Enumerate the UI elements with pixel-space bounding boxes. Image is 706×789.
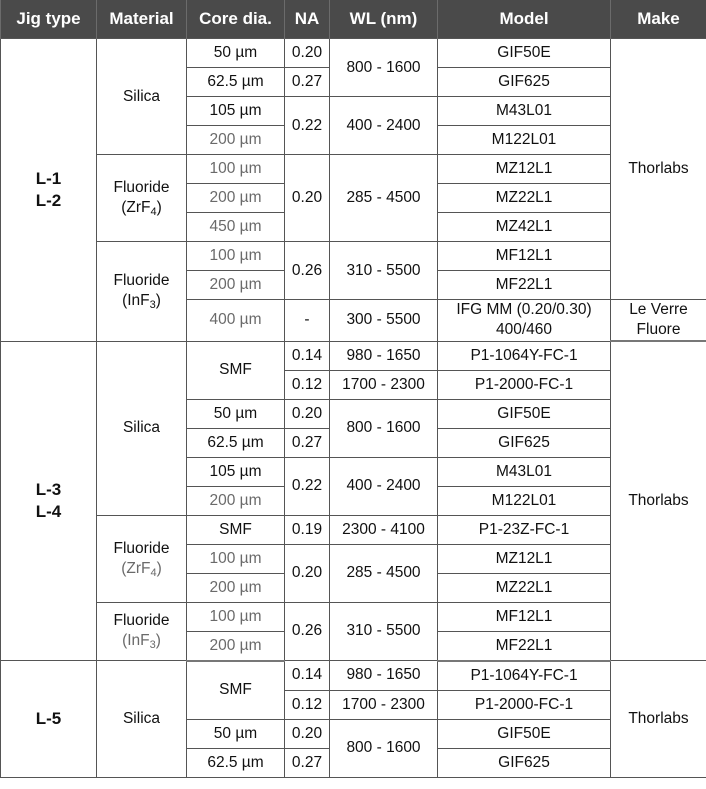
material-cell — [97, 155, 187, 242]
core-cell: 62.5 µm — [187, 68, 285, 97]
model-cell: P1-1064Y-FC-1 — [438, 661, 611, 691]
jig-label: L-1 — [35, 168, 62, 188]
model-cell: GIF625 — [438, 748, 611, 777]
core-cell: 50 µm — [187, 719, 285, 748]
core-cell: 200 µm — [187, 486, 285, 515]
wl-cell: 980 - 1650 — [330, 341, 438, 370]
na-cell: 0.27 — [285, 428, 330, 457]
core-cell: 200 µm — [187, 631, 285, 661]
core-cell: SMF — [187, 661, 285, 720]
na-cell: 0.20 — [285, 544, 330, 602]
wl-cell: 800 - 1600 — [330, 719, 438, 777]
wl-cell: 310 - 5500 — [330, 602, 438, 661]
table-row — [1, 515, 706, 544]
material-formula: (InF$_3$) — [122, 292, 161, 312]
core-cell: SMF — [187, 341, 285, 399]
model-cell: P1-2000-FC-1 — [438, 690, 611, 719]
core-cell: 62.5 µm — [187, 428, 285, 457]
na-cell: 0.20 — [285, 155, 330, 242]
na-cell: 0.12 — [285, 370, 330, 399]
wl-cell: 285 - 4500 — [330, 544, 438, 602]
jig-label: L-3 — [35, 479, 62, 499]
model-cell: M122L01 — [438, 486, 611, 515]
wl-cell: 800 - 1600 — [330, 399, 438, 457]
na-cell: 0.19 — [285, 515, 330, 544]
wl-cell: 400 - 2400 — [330, 97, 438, 155]
wl-cell: 400 - 2400 — [330, 457, 438, 515]
model-cell: P1-1064Y-FC-1 — [438, 341, 611, 370]
model-cell: MZ22L1 — [438, 573, 611, 602]
core-cell: 105 µm — [187, 97, 285, 126]
jig-label: L-4 — [35, 501, 62, 521]
material-formula: (InF$_3$) — [122, 632, 161, 652]
core-cell: 100 µm — [187, 242, 285, 271]
na-cell: 0.26 — [285, 242, 330, 300]
na-cell: 0.27 — [285, 748, 330, 777]
core-cell: 50 µm — [187, 399, 285, 428]
material-label: Fluoride — [113, 539, 170, 557]
model-cell: M43L01 — [438, 457, 611, 486]
material-label: Fluoride — [113, 179, 170, 196]
core-cell: 200 µm — [187, 184, 285, 213]
wl-cell: 1700 - 2300 — [330, 690, 438, 719]
material-formula: (ZrF$_4$) — [121, 199, 162, 218]
wl-cell: 980 - 1650 — [330, 661, 438, 691]
table-row — [1, 661, 706, 691]
wl-cell: 2300 - 4100 — [330, 515, 438, 544]
wl-cell: 310 - 5500 — [330, 242, 438, 300]
core-cell: 100 µm — [187, 544, 285, 573]
model-cell: MF22L1 — [438, 631, 611, 661]
jig-label: L-5 — [35, 708, 62, 728]
make-cell — [611, 300, 706, 342]
material-cell — [97, 602, 187, 661]
model-cell: P1-2000-FC-1 — [438, 370, 611, 399]
na-cell: 0.12 — [285, 690, 330, 719]
model-cell: MZ42L1 — [438, 213, 611, 242]
na-cell: 0.20 — [285, 399, 330, 428]
model-label: 400/460 — [495, 321, 553, 339]
table-row — [1, 39, 706, 68]
model-cell: MF12L1 — [438, 242, 611, 271]
material-cell — [97, 515, 187, 602]
core-cell: 200 µm — [187, 573, 285, 602]
wl-cell: 285 - 4500 — [330, 155, 438, 242]
make-cell: Thorlabs — [611, 661, 706, 778]
make-label: Fluore — [636, 321, 681, 338]
header-make: Make — [611, 0, 706, 39]
jig-type-cell — [1, 661, 97, 778]
table-row — [1, 602, 706, 631]
wl-cell: 300 - 5500 — [330, 300, 438, 342]
na-cell: 0.14 — [285, 661, 330, 691]
core-cell: 50 µm — [187, 39, 285, 68]
na-cell: - — [285, 300, 330, 342]
model-cell — [438, 300, 611, 342]
core-cell: 400 µm — [187, 300, 285, 342]
material-label: Fluoride — [113, 612, 170, 630]
table-row — [1, 341, 706, 370]
model-cell: MZ12L1 — [438, 155, 611, 184]
header-material: Material — [97, 0, 187, 39]
na-cell: 0.20 — [285, 39, 330, 68]
wl-cell: 1700 - 2300 — [330, 370, 438, 399]
core-cell: 105 µm — [187, 457, 285, 486]
core-cell: 200 µm — [187, 126, 285, 155]
model-cell: MF22L1 — [438, 271, 611, 300]
make-label: Le Verre — [629, 301, 688, 318]
na-cell: 0.22 — [285, 457, 330, 515]
table-row — [1, 155, 706, 184]
model-cell: GIF50E — [438, 719, 611, 748]
header-row — [1, 0, 706, 39]
core-cell: SMF — [187, 515, 285, 544]
core-cell: 100 µm — [187, 602, 285, 631]
na-cell: 0.26 — [285, 602, 330, 661]
header-core-dia: Core dia. — [187, 0, 285, 39]
model-cell: GIF50E — [438, 399, 611, 428]
core-cell: 62.5 µm — [187, 748, 285, 777]
material-label: Fluoride — [113, 272, 170, 290]
na-cell: 0.20 — [285, 719, 330, 748]
core-cell: 450 µm — [187, 213, 285, 242]
model-cell: GIF50E — [438, 39, 611, 68]
na-cell: 0.22 — [285, 97, 330, 155]
material-cell — [97, 242, 187, 342]
header-na: NA — [285, 0, 330, 39]
material-cell: Silica — [97, 661, 187, 778]
model-cell: MZ12L1 — [438, 544, 611, 573]
make-cell: Thorlabs — [611, 341, 706, 661]
model-cell: MZ22L1 — [438, 184, 611, 213]
header-wl: WL (nm) — [330, 0, 438, 39]
core-cell: 200 µm — [187, 271, 285, 300]
material-formula: (ZrF$_4$) — [121, 559, 162, 579]
model-cell: GIF625 — [438, 428, 611, 457]
model-label: IFG MM (0.20/0.30) — [456, 301, 592, 319]
header-jig-type: Jig type — [1, 0, 97, 39]
header-model: Model — [438, 0, 611, 39]
na-cell: 0.14 — [285, 341, 330, 370]
model-cell: MF12L1 — [438, 602, 611, 631]
material-cell: Silica — [97, 341, 187, 515]
jig-type-cell — [1, 39, 97, 342]
material-cell: Silica — [97, 39, 187, 155]
jig-label: L-2 — [35, 190, 62, 210]
model-cell: M43L01 — [438, 97, 611, 126]
jig-type-cell — [1, 341, 97, 661]
model-cell: P1-23Z-FC-1 — [438, 515, 611, 544]
core-cell: 100 µm — [187, 155, 285, 184]
na-cell: 0.27 — [285, 68, 330, 97]
model-cell: M122L01 — [438, 126, 611, 155]
wl-cell: 800 - 1600 — [330, 39, 438, 97]
table-row — [1, 242, 706, 271]
make-cell: Thorlabs — [611, 39, 706, 300]
model-cell: GIF625 — [438, 68, 611, 97]
